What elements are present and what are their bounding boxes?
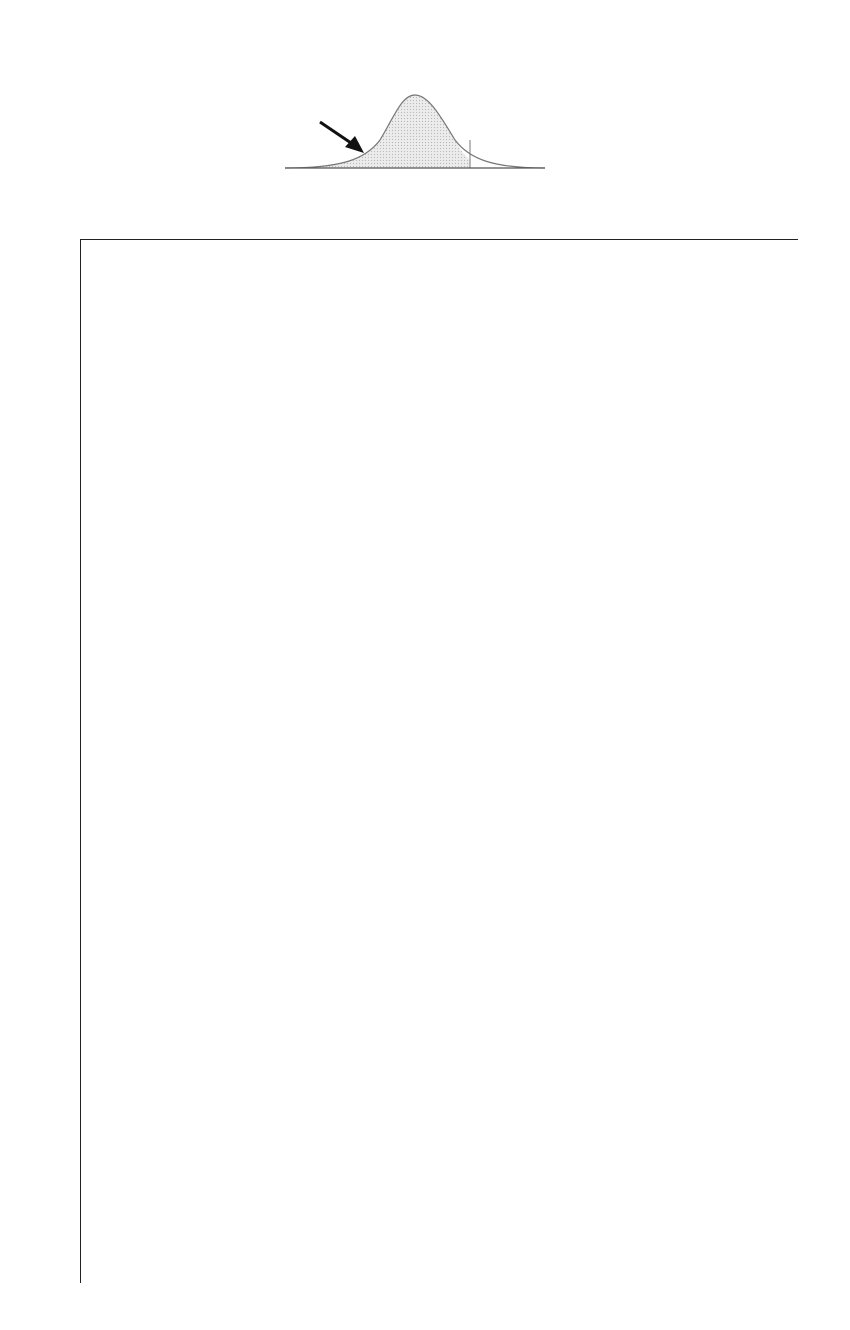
arrow-shaft [320, 122, 354, 145]
header-rule [80, 239, 798, 240]
arrow-head [345, 136, 364, 153]
shaded-probability-area [285, 95, 470, 168]
row-label-rule [80, 239, 81, 1283]
normal-curve-diagram [280, 90, 555, 190]
